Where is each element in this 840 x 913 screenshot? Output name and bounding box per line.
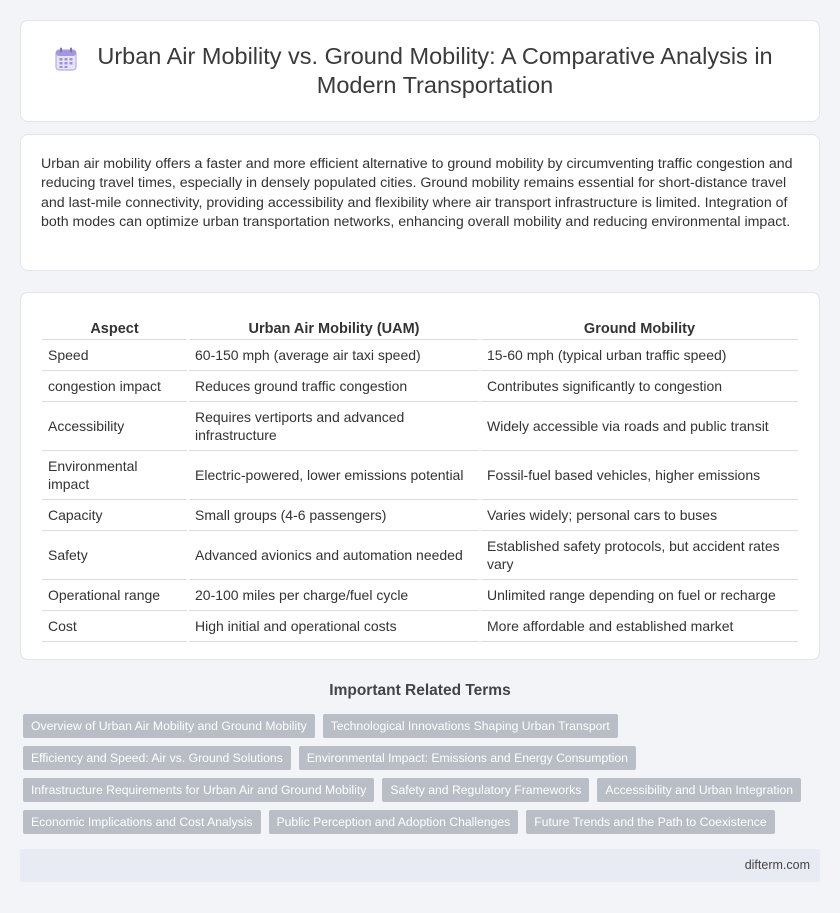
tag-row <box>23 746 803 770</box>
header-uam: Urban Air Mobility (UAM) <box>188 311 480 339</box>
table-row <box>42 530 798 579</box>
cell-aspect: Speed <box>42 339 188 370</box>
table-row <box>42 499 798 530</box>
summary-card <box>20 134 820 271</box>
cell-uam: Requires vertiports and advanced infrastructure <box>188 401 480 450</box>
cell-aspect: Capacity <box>42 499 188 530</box>
related-terms-heading: Important Related Terms <box>329 682 511 699</box>
cell-aspect: Environmental impact <box>42 450 188 499</box>
tag-row <box>23 714 803 738</box>
related-term-tag[interactable]: Accessibility and Urban Integration <box>597 778 801 802</box>
footer <box>20 849 820 882</box>
table-row <box>42 579 798 610</box>
table-row <box>42 370 798 401</box>
cell-aspect: Safety <box>42 530 188 579</box>
related-term-tag[interactable]: Infrastructure Requirements for Urban Air and Ground Mobility <box>23 778 374 802</box>
table-row <box>42 339 798 370</box>
cell-ground: Established safety protocols, but accident rates vary <box>480 530 798 579</box>
title-card <box>20 20 820 122</box>
related-term-tag[interactable]: Environmental Impact: Emissions and Energy Consumption <box>299 746 636 770</box>
related-term-tag[interactable]: Overview of Urban Air Mobility and Ground Mobility <box>23 714 315 738</box>
table-header-row <box>42 311 798 339</box>
related-terms-list <box>23 714 803 842</box>
comparison-table-card <box>20 292 820 660</box>
related-term-tag[interactable]: Technological Innovations Shaping Urban Transport <box>323 714 618 738</box>
tag-row <box>23 778 803 802</box>
related-term-tag[interactable]: Public Perception and Adoption Challenges <box>269 810 519 834</box>
cell-uam: 60-150 mph (average air taxi speed) <box>188 339 480 370</box>
cell-uam: Electric-powered, lower emissions potential <box>188 450 480 499</box>
tag-row <box>23 810 803 834</box>
table-row <box>42 450 798 499</box>
related-term-tag[interactable]: Safety and Regulatory Frameworks <box>382 778 589 802</box>
cell-ground: Fossil-fuel based vehicles, higher emissions <box>480 450 798 499</box>
cell-uam: Small groups (4-6 passengers) <box>188 499 480 530</box>
related-term-tag[interactable]: Economic Implications and Cost Analysis <box>23 810 261 834</box>
cell-ground: 15-60 mph (typical urban traffic speed) <box>480 339 798 370</box>
related-term-tag[interactable]: Future Trends and the Path to Coexistence <box>526 810 774 834</box>
table-row <box>42 610 798 641</box>
cell-aspect: Cost <box>42 610 188 641</box>
cell-uam: 20-100 miles per charge/fuel cycle <box>188 579 480 610</box>
cell-ground: Varies widely; personal cars to buses <box>480 499 798 530</box>
cell-aspect: Accessibility <box>42 401 188 450</box>
page-title: Urban Air Mobility vs. Ground Mobility: A Comparative Analysis in Modern Transportation <box>97 43 773 98</box>
summary-text: Urban air mobility offers a faster and more efficient alternative to ground mobility by circumventing traffic congestion and reducing travel times, especially in densely populated cities. Ground mobility remains essential for short-distance travel and last-mile connectivity, providing accessibility and flexibility where air transport infrastructure is limited. Integration of both modes can optimize urban transportation networks, enhancing overall mobility and reducing environmental impact. <box>41 156 793 230</box>
cell-uam: Advanced avionics and automation needed <box>188 530 480 579</box>
related-term-tag[interactable]: Efficiency and Speed: Air vs. Ground Solutions <box>23 746 291 770</box>
table-row <box>42 401 798 450</box>
cell-uam: High initial and operational costs <box>188 610 480 641</box>
cell-aspect: Operational range <box>42 579 188 610</box>
header-ground: Ground Mobility <box>480 311 798 339</box>
cell-ground: Widely accessible via roads and public transit <box>480 401 798 450</box>
cell-uam: Reduces ground traffic congestion <box>188 370 480 401</box>
comparison-table <box>42 311 798 642</box>
cell-ground: More affordable and established market <box>480 610 798 641</box>
cell-aspect: congestion impact <box>42 370 188 401</box>
header-aspect: Aspect <box>42 311 188 339</box>
footer-site-link[interactable]: difterm.com <box>744 858 810 872</box>
cell-ground: Contributes significantly to congestion <box>480 370 798 401</box>
cell-ground: Unlimited range depending on fuel or recharge <box>480 579 798 610</box>
